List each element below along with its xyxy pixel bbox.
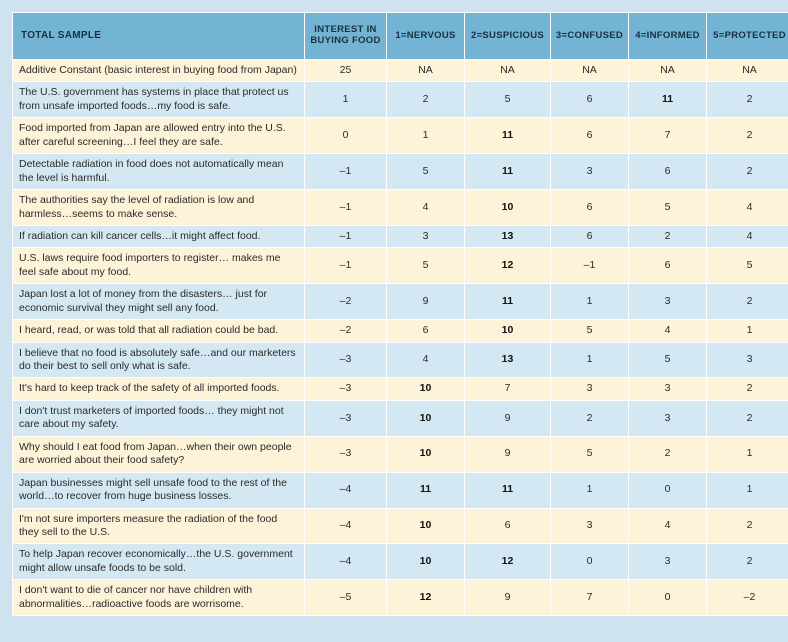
table-row [13,400,788,436]
row-value: 2 [551,400,629,436]
row-value: 2 [707,284,788,320]
column-header-confused: 3=CONFUSED [551,13,629,60]
row-statement [13,508,305,544]
row-value: 11 [465,118,551,154]
row-value: –1 [305,248,387,284]
row-value: 2 [707,154,788,190]
row-statement [13,378,305,400]
column-header-total-sample: TOTAL SAMPLE [13,13,305,60]
row-statement-text: Detectable radiation in food does not automatically mean the level is harmful. [19,158,284,184]
row-statement-text: U.S. laws require food importers to register… makes me feel safe about my food. [19,252,281,278]
table-body [13,60,788,616]
row-value: 3 [551,154,629,190]
row-value: NA [629,60,707,82]
row-value: 9 [465,580,551,616]
row-value: –3 [305,378,387,400]
row-value: 4 [707,225,788,247]
row-value: 0 [305,118,387,154]
table-row [13,82,788,118]
row-statement-text: Japan lost a lot of money from the disasters… just for economic survival they might sell any food. [19,288,268,314]
table-row [13,225,788,247]
row-statement [13,225,305,247]
row-value: 10 [387,508,465,544]
table-row [13,118,788,154]
row-value: 10 [465,190,551,226]
column-header-interest-in-buying-food: INTEREST IN BUYING FOOD [305,13,387,60]
row-value: 1 [707,436,788,472]
row-value: 10 [387,436,465,472]
row-value: 5 [707,248,788,284]
row-value: 10 [387,378,465,400]
row-value: 0 [629,580,707,616]
row-value: 7 [629,118,707,154]
row-value: 1 [551,284,629,320]
row-statement-text: I don't want to die of cancer nor have children with abnormalities…radioactive foods are worrisome. [19,584,253,610]
row-statement-text: I believe that no food is absolutely safe…and our marketers do their best to sell only what is safe. [19,346,296,372]
row-value: 6 [629,248,707,284]
table-row [13,378,788,400]
row-value: 6 [387,320,465,342]
row-value: –3 [305,436,387,472]
table-row [13,436,788,472]
row-value: 12 [465,544,551,580]
row-value: 2 [707,378,788,400]
row-value: 2 [707,400,788,436]
row-value: –4 [305,544,387,580]
row-value: NA [387,60,465,82]
row-value: 1 [551,472,629,508]
row-value: –1 [305,190,387,226]
row-value: 1 [707,472,788,508]
row-value: 2 [387,82,465,118]
row-value: 5 [629,190,707,226]
table-row [13,60,788,82]
row-value: 5 [465,82,551,118]
row-statement-text: Japan businesses might sell unsafe food to the rest of the world…to recover from huge business losses. [19,476,287,503]
row-statement-text: Why should I eat food from Japan…when their own people are worried about their food safety? [19,440,292,467]
row-statement-text: I'm not sure importers measure the radiation of the food they sell to the U.S. [19,512,278,538]
table-row [13,508,788,544]
row-value: 2 [707,82,788,118]
row-value: 9 [465,400,551,436]
row-value: 3 [387,225,465,247]
row-statement [13,320,305,342]
row-statement [13,82,305,118]
column-header-nervous: 1=NERVOUS [387,13,465,60]
table-row [13,248,788,284]
column-header-informed: 4=INFORMED [629,13,707,60]
row-statement-text: Food imported from Japan are allowed entry into the U.S. after careful screening…I feel they are safe. [19,122,286,148]
table-row [13,472,788,508]
row-statement-text: It's hard to keep track of the safety of all imported foods. [19,382,280,395]
row-value: –2 [305,284,387,320]
row-value: 6 [551,118,629,154]
table-row [13,190,788,226]
row-value: 11 [465,154,551,190]
row-statement [13,580,305,616]
row-value: 2 [629,225,707,247]
row-value: 3 [629,400,707,436]
row-statement [13,154,305,190]
row-value: 3 [551,378,629,400]
row-value: 3 [629,544,707,580]
row-statement [13,60,305,82]
row-value: 6 [551,82,629,118]
row-value: –1 [305,154,387,190]
row-value: 0 [551,544,629,580]
row-value: NA [465,60,551,82]
row-value: 3 [707,342,788,378]
row-value: NA [707,60,788,82]
row-value: 1 [551,342,629,378]
row-statement-text: I heard, read, or was told that all radiation could be bad. [19,324,279,337]
row-value: 11 [465,472,551,508]
row-value: 10 [387,400,465,436]
row-statement-text: I don't trust marketers of imported foods… they might not care about my safety. [19,404,284,431]
table-row [13,342,788,378]
row-value: 5 [387,248,465,284]
row-value: 6 [465,508,551,544]
row-value: 12 [465,248,551,284]
row-value: 11 [465,284,551,320]
row-value: 7 [551,580,629,616]
row-value: 0 [629,472,707,508]
row-value: 4 [629,508,707,544]
row-statement-text: The authorities say the level of radiation is low and harmless…seems to make sense. [19,194,255,220]
row-value: 6 [551,190,629,226]
row-value: 4 [629,320,707,342]
row-statement-text: Additive Constant (basic interest in buying food from Japan) [19,64,297,76]
row-statement [13,248,305,284]
row-value: –2 [305,320,387,342]
header-row [13,13,788,60]
table-row [13,544,788,580]
row-value: 1 [387,118,465,154]
row-value: 1 [707,320,788,342]
row-value: 4 [387,342,465,378]
row-statement [13,284,305,320]
row-value: 2 [707,544,788,580]
table-row [13,154,788,190]
row-value: 3 [551,508,629,544]
row-statement-text: The U.S. government has systems in place that protect us from unsafe imported foods…my food is safe. [19,86,289,112]
row-statement [13,400,305,436]
row-statement [13,544,305,580]
row-value: NA [551,60,629,82]
table-header [13,13,788,60]
row-value: 5 [551,436,629,472]
row-value: 2 [629,436,707,472]
column-header-protected: 5=PROTECTED [707,13,788,60]
table-row [13,320,788,342]
row-value: –3 [305,342,387,378]
row-value: 11 [629,82,707,118]
row-value: 5 [551,320,629,342]
row-value: 5 [629,342,707,378]
table-row [13,580,788,616]
row-value: 11 [387,472,465,508]
row-value: –5 [305,580,387,616]
row-value: 3 [629,378,707,400]
row-statement [13,436,305,472]
row-value: 10 [465,320,551,342]
row-value: 4 [387,190,465,226]
row-statement-text: If radiation can kill cancer cells…it might affect food. [19,229,261,242]
row-value: 2 [707,508,788,544]
column-header-suspicious: 2=SUSPICIOUS [465,13,551,60]
row-value: 1 [305,82,387,118]
row-value: 12 [387,580,465,616]
row-value: 13 [465,342,551,378]
survey-results-table [12,12,788,616]
row-value: –2 [707,580,788,616]
row-value: 13 [465,225,551,247]
row-value: –4 [305,508,387,544]
row-value: 4 [707,190,788,226]
row-value: 2 [707,118,788,154]
row-value: 3 [629,284,707,320]
row-value: 9 [465,436,551,472]
row-value: 6 [551,225,629,247]
row-value: –4 [305,472,387,508]
row-statement [13,472,305,508]
table-row [13,284,788,320]
row-statement [13,118,305,154]
row-value: –1 [305,225,387,247]
row-value: 10 [387,544,465,580]
row-value: –1 [551,248,629,284]
row-statement [13,342,305,378]
row-value: –3 [305,400,387,436]
row-value: 25 [305,60,387,82]
row-value: 9 [387,284,465,320]
row-value: 5 [387,154,465,190]
row-value: 7 [465,378,551,400]
row-value: 6 [629,154,707,190]
row-statement-text: To help Japan recover economically…the U.S. government might allow unsafe foods to be sold. [19,548,293,574]
row-statement [13,190,305,226]
